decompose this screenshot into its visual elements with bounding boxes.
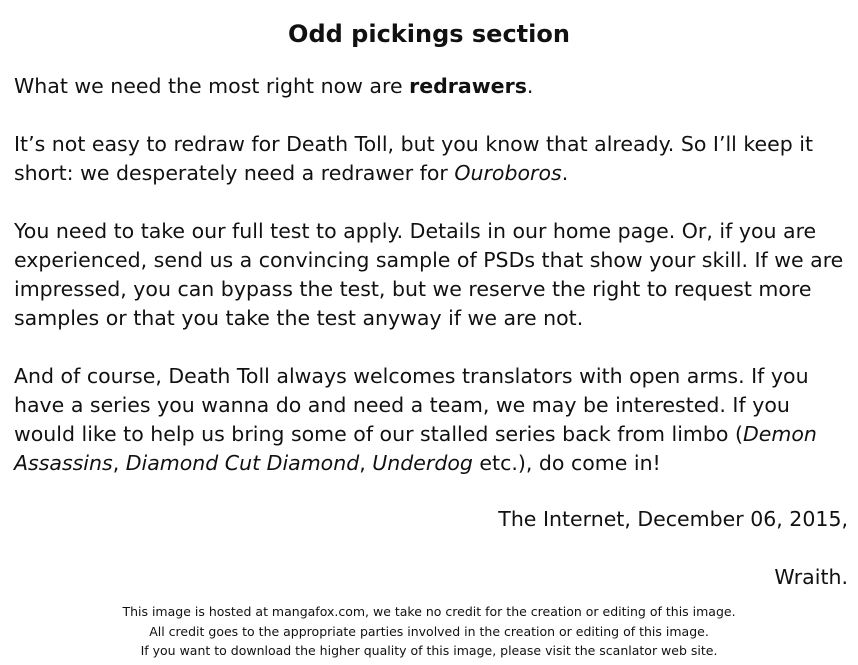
paragraph-translators	[14, 362, 852, 478]
paragraph-text: It’s not easy to redraw for Death Toll, but you know that already. So I’ll keep it short: we desperately need a redrawer for	[14, 132, 813, 185]
hosting-footer	[0, 602, 858, 661]
footer-line: If you want to download the higher quality of this image, please visit the scanlator web site.	[140, 643, 718, 658]
paragraph-redrawers	[14, 72, 852, 101]
page-title: Odd pickings section	[288, 20, 570, 48]
footer-line: This image is hosted at mangafox.com, we take no credit for the creation or editing of this image.	[122, 604, 736, 619]
separator: ,	[112, 451, 126, 475]
paragraph-text: And of course, Death Toll always welcomes translators with open arms. If you have a series you wanna do and need a team, we may be interested. If you would like to help us bring some of our stalled series back from limbo (	[14, 364, 809, 446]
paragraph-test: You need to take our full test to apply. Details in our home page. Or, if you are experienced, send us a convincing sample of PSDs that show your skill. If we are impressed, you can bypass the test, but we reserve the right to request more samples or that you take the test anyway if we are not.	[14, 219, 844, 330]
signature-date: The Internet, December 06, 2015,	[498, 507, 848, 531]
paragraph-redraw-need	[14, 130, 852, 188]
series-title-diamond-cut-diamond: Diamond Cut Diamond	[125, 451, 360, 475]
signature-name: Wraith.	[774, 565, 848, 589]
paragraph-text: What we need the most right now are	[14, 74, 410, 98]
punctuation: .	[561, 161, 569, 185]
series-title-demon-assassins: Demon Assassins	[14, 422, 817, 475]
series-title-ouroboros: Ouroboros	[454, 161, 562, 185]
emphasis-redrawers: redrawers	[409, 74, 527, 98]
footer-line: All credit goes to the appropriate parties involved in the creation or editing of this image.	[149, 623, 709, 639]
punctuation: .	[526, 74, 534, 98]
paragraph-end: etc.), do come in!	[472, 451, 661, 475]
separator: ,	[359, 451, 373, 475]
series-title-underdog: Underdog	[372, 451, 473, 475]
body-text	[14, 72, 852, 478]
